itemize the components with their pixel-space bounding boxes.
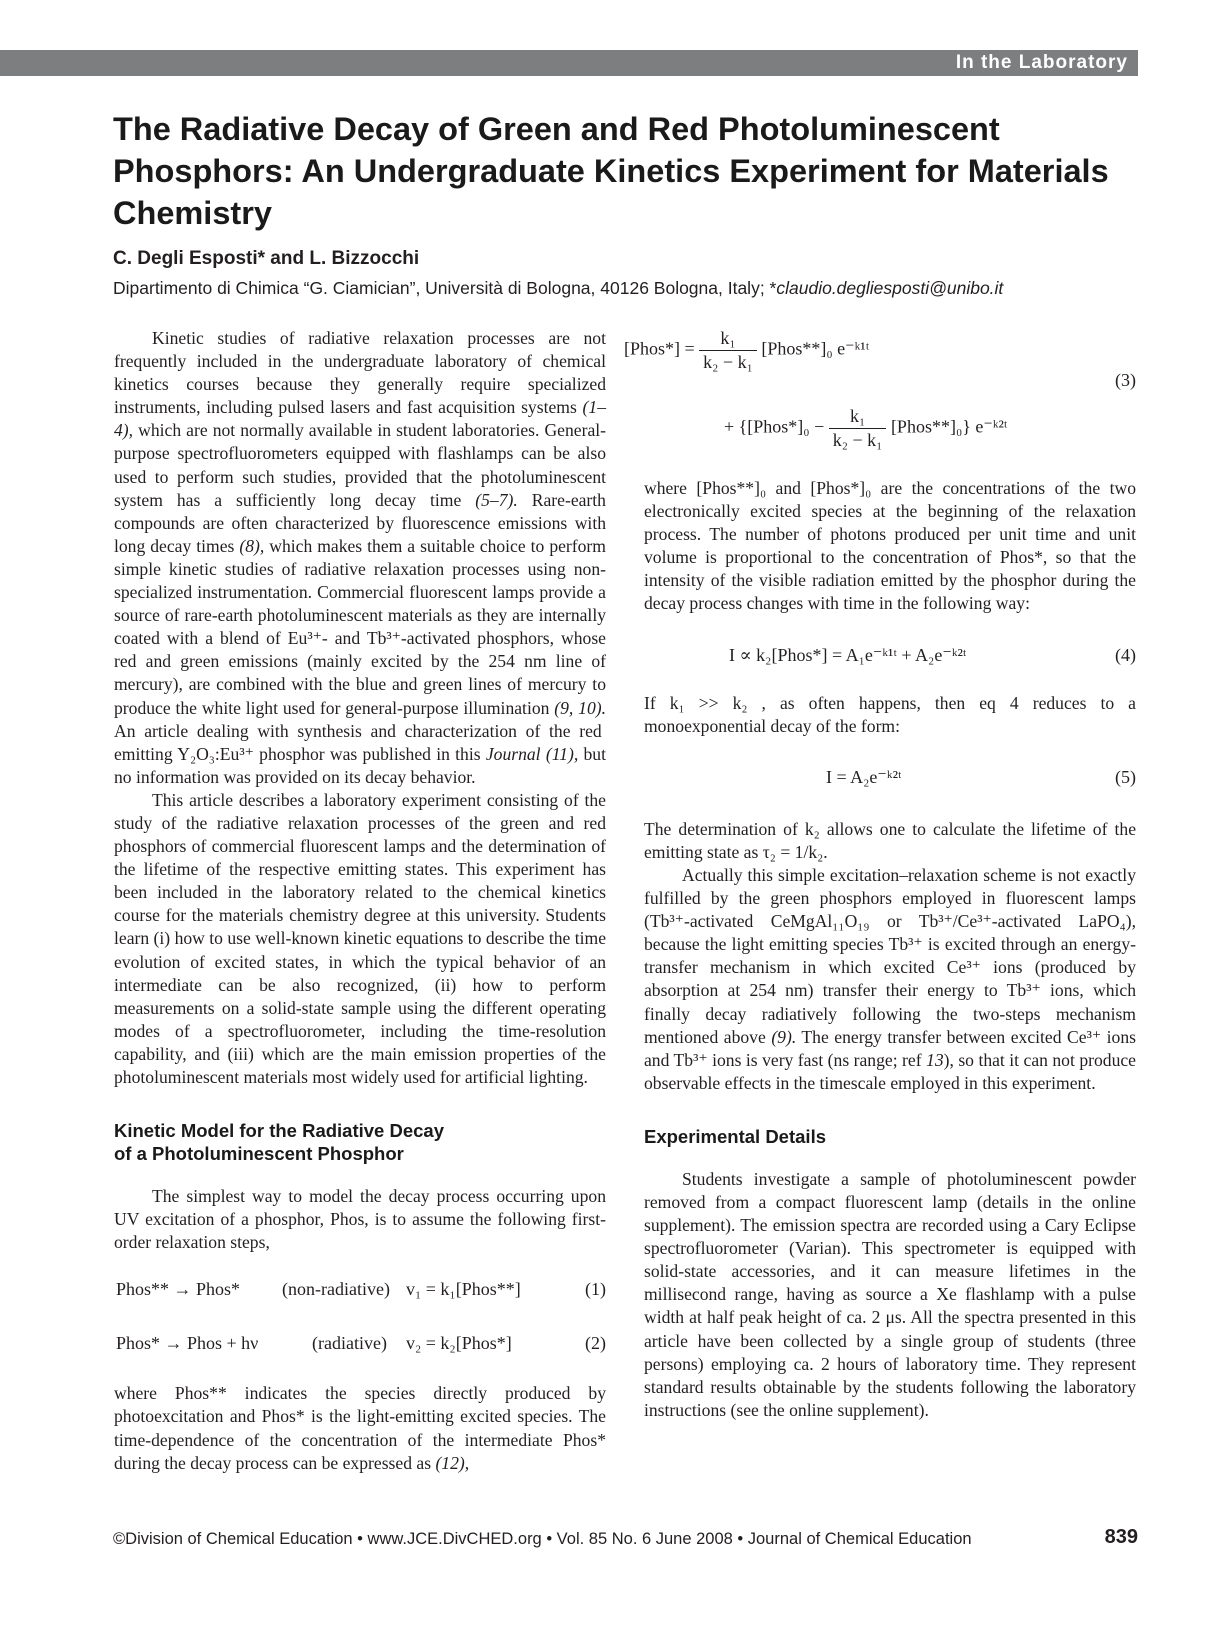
heading-line: Kinetic Model for the Radiative Decay [114,1120,445,1142]
paragraph-monoexponential: If k₁ >> k₂ , as often happens, then eq 4 reduces to a monoexponential decay of the form: [644,692,1136,736]
equation-term: [Phos**]₀ e⁻ᵏ¹ᵗ [761,338,870,359]
footer-text: ©Division of Chemical Education • www.JCE.DivCHED.org • Vol. 85 No. 6 June 2008 • Journal of Chemical Education [113,1530,972,1548]
fraction-numerator: k₁ [829,405,887,429]
section-label: In the Laboratory [955,52,1128,73]
equation-number: (5) [1115,766,1136,787]
text-run: but no information was provided on its decay behavior. [114,743,606,787]
equation-number: (1) [585,1279,606,1300]
equation-4 [644,634,1136,678]
paragraph-purpose: This article describes a laboratory experiment consisting of the study of the radiative relaxation processes of the green and red phosphors of commercial fluorescent lamps and the determination of the lifetime of the respective emitting states. This experiment has been included in the laboratory related to the chemical kinetics course for the materials chemistry degree at this university. Students learn (i) how to use well-known kinetic equations to describe the time evolution of excited states, in which the typical behavior of an intermediate can be also recognized, (ii) how to perform measurements on a solid-state sample using the different operating modes of a spectrofluorometer, including the time-resolution capability, and (iii) which are the main emission properties of the photoluminescent materials most widely used for artificial lighting. [114,789,606,1087]
text-run: which are not normally available in student laboratories. General-purpose spectrofluorometers equipped with flashlamps can be also used to perform such studies, provided that the photoluminescent system has a sufficiently long decay time [114,420,606,510]
page-footer [113,1526,1138,1556]
equation-3 [624,327,1136,477]
right-column [624,327,1136,1422]
citation: 13 [926,1049,944,1070]
equation-body: I ∝ k₂[Phos*] = A₁e⁻ᵏ¹ᵗ + A₂e⁻ᵏ²ᵗ [729,644,967,665]
fraction-denominator: k₂ − k₁ [832,430,883,451]
equation-lhs: [Phos*] = [624,338,695,359]
paragraph-concentrations: where [Phos**]₀ and [Phos*]₀ are the concentrations of the two electronically excited species at the beginning of the relaxation process. The number of photons produced per unit time and unit volume is proportional to the concentration of Phos*, so that the intensity of the visible radiation emitted by the phosphor during the decay process changes with time in the following way: [644,478,1136,614]
citation: (12), [435,1452,470,1473]
fraction-denominator: k₂ − k₁ [703,352,753,373]
section-heading-experimental: Experimental Details [644,1125,826,1147]
heading-line: of a Photoluminescent Phosphor [114,1143,404,1165]
citation: (9). [771,1026,797,1047]
text-run: which makes them a suitable choice to perform simple kinetic studies of radiative relaxation processes using non-specialized instrumentation. Commercial fluorescent lamps provide a source of rare-earth photoluminescent materials as they are internally coated with a blend of Eu³⁺- and Tb³⁺-activated phosphors, whose red and green emissions (mainly excited by the 254 nm line of mercury), are combined with the blue and green lines of mercury to produce the white light used for general-purpose illumination [114,535,606,718]
citation: (5–7). [475,489,518,510]
section-heading-kinetic-model [114,1119,606,1165]
citation: (8), [239,535,265,556]
text-run: ), so that it can not produce observable effects in the timescale employed in this experiment. [644,1049,1136,1093]
article-title: The Radiative Decay of Green and Red Photoluminescent Phosphors: An Undergraduate Kinetics Experiment for Materials Chemistry [113,111,1109,231]
equation-number: (3) [1115,370,1136,390]
text-run: Actually this simple excitation–relaxation scheme is not exactly fulfilled by the green phosphors employed in fluorescent lamps (Tb³⁺-activated CeMgAl₁₁O₁₉ or Tb³⁺/Ce³⁺-activated LaPO₄), because the light emitting species Tb³⁺ is excited through an energy-transfer mechanism in which excited Ce³⁺ ions (produced by absorption at 254 nm) transfer their energy to Tb³⁺ ions, which finally decay radiatively following the two-steps mechanism mentioned above [644,864,1136,1047]
equation-number: (4) [1115,644,1136,665]
citation: (1–4), [114,397,606,441]
fraction-numerator: k₁ [699,327,757,351]
text-run: where Phos** indicates the species directly produced by photoexcitation and Phos* is the light-emitting excited species. The time-dependence of the concentration of the intermediate Phos* during the decay process can be expressed as [114,1383,606,1473]
equation-rate: v₁ = k₁[Phos**] [406,1279,521,1300]
equation-number: (2) [585,1333,606,1354]
equation-body: I = A₂e⁻ᵏ²ᵗ [826,766,902,787]
authors: C. Degli Esposti* and L. Bizzocchi [113,248,420,269]
fraction [699,327,757,374]
citation: Journal (11), [485,743,579,764]
equation-term: [Phos**]₀} e⁻ᵏ²ᵗ [890,416,1008,437]
equation-1 [114,1268,606,1312]
paragraph-intro [114,327,606,789]
affiliation [113,278,1003,299]
equation-rate: v₂ = k₂[Phos*] [406,1333,512,1354]
equation-reaction: Phos** → Phos* [116,1279,241,1300]
section-banner [0,50,1138,76]
equation-term: + {[Phos*]₀ − [724,416,825,437]
equation-note: (non-radiative) [282,1279,390,1300]
page-number: 839 [1104,1526,1138,1548]
paragraph-model: The simplest way to model the decay process occurring upon UV excitation of a phosphor, Phos, is to assume the following first-order relaxation steps, [114,1186,606,1253]
paragraph-energy-transfer [644,864,1136,1095]
equation-reaction: Phos* → Phos + hν [116,1333,259,1354]
paragraph-lifetime: The determination of k₂ allows one to calculate the lifetime of the emitting state as τ₂ = 1/k₂. [644,818,1136,862]
paragraph-intermediate [114,1382,606,1474]
equation-5 [644,756,1136,800]
affiliation-text: Dipartimento di Chimica “G. Ciamician”, Università di Bologna, 40126 Bologna, Italy; * [113,278,777,298]
author-email[interactable]: claudio.degliesposti@unibo.it [776,278,1004,298]
text-run: The energy transfer between excited Ce³⁺ ions and Tb³⁺ ions is very fast (ns range; ref [644,1026,1136,1070]
left-column [114,327,606,1475]
text-run: Rare-earth compounds are often characterized by fluorescence emissions with long decay times [114,489,606,556]
fraction [829,405,887,452]
citation: (9, 10). [554,697,607,718]
text-run: An article dealing with synthesis and characterization of the red emitting Y₂O₃:Eu³⁺ phosphor was published in this [114,720,602,764]
paragraph-experimental: Students investigate a sample of photoluminescent powder removed from a compact fluorescent lamp (details in the online supplement). The emission spectra are recorded using a Cary Eclipse spectrofluorometer (Varian). This spectrometer is equipped with solid-state accessories, and it can measure lifetimes in the millisecond range, having as source a Xe flashlamp with a pulse width at half peak height of ca. 2 μs. All the spectra presented in this article have been collected by a single group of students (three persons) employing ca. 2 hours of laboratory time. They represent standard results obtainable by the students following the laboratory instructions (see the online supplement). [644,1168,1136,1420]
text-run: Kinetic studies of radiative relaxation processes are not frequently included in the undergraduate laboratory of chemical kinetics courses because they generally require specialized instruments, including pulsed lasers and fast acquisition systems [114,328,606,418]
equation-2 [114,1322,606,1366]
equation-note: (radiative) [312,1333,387,1354]
